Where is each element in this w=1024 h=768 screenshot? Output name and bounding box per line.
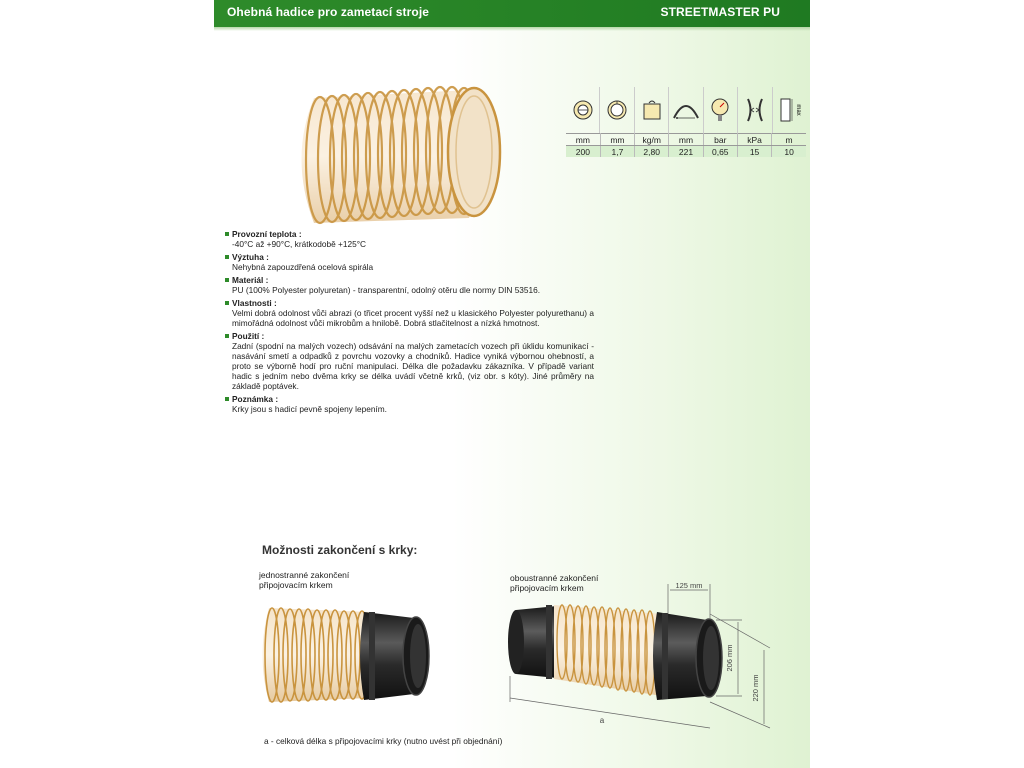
weight-icon [635,87,669,133]
max-label: max [795,104,802,116]
unit-cell: mm [566,134,600,146]
bullet-icon [225,334,229,338]
unit-cell: m [772,134,806,146]
section-reinforcement [224,252,594,272]
spec-table [566,87,806,157]
unit-cell: mm [669,134,703,146]
values-row [566,146,806,158]
value-cell: 1,7 [600,146,634,158]
section-body: Krky jsou s hadicí pevně spojeny lepením. [232,404,387,414]
section-usage [224,331,594,391]
value-cell: 0,65 [703,146,737,158]
hose-image [294,78,514,228]
single-ending-caption: jednostranné zakončení připojovacím krkem [259,570,350,590]
section-title: Použití : [232,331,265,341]
product-name: STREETMASTER PU [660,5,780,19]
product-category-title: Ohebná hadice pro zametací stroje [227,5,430,19]
units-row [566,134,806,146]
value-cell: 221 [669,146,703,158]
unit-cell: kg/m [635,134,669,146]
collar-length-label: 125 mm [675,581,703,590]
section-body: Zadní (spodní na malých vozech) odsávání na malých zametacích vozech při úklidu komunikací - nasávání smetí a odpadků z povrchu vozovky a chodníků. Hadice vyniká výbornou ohebností, a proto se výborně hodí pro ruční manipulaci. Délka dle požadavku zákazníka. V případě variant hadic s jedním nebo dvěma krky se délka uvádí včetně krků, (viz obr. s kóty). Jiné průměry na základě poptávek. [232,341,594,391]
bend-radius-icon [669,87,703,133]
outer-diameter-label: 220 mm [751,674,760,702]
section-title: Poznámka : [232,394,279,404]
footnote: a - celková délka s připojovacími krky (nutno uvést při objednání) [264,736,503,746]
value-cell: 10 [772,146,806,158]
max-length-icon [773,87,806,133]
bullet-icon [225,397,229,401]
vacuum-icon [738,87,772,133]
wall-thickness-icon [600,87,634,133]
properties-list [224,229,594,417]
section-body: PU (100% Polyester polyuretan) - transparentní, odolný otěru dle normy DIN 53516. [232,285,541,295]
single-collar-hose-image [254,598,429,710]
section-body: -40°C až +90°C, krátkodobě +125°C [232,239,367,249]
section-title: Výztuha : [232,252,269,262]
value-cell: 200 [566,146,600,158]
bullet-icon [225,301,229,305]
datasheet-page [214,0,810,768]
section-temperature [224,229,594,249]
section-body: Velmi dobrá odolnost vůči abrazi (o třicet procent vyšší než u klasického Polyester polyurethanu) a mimořádná odolnost vůči mikrobům a hnilobě. Dobrá stlačitelnost a nízká hmotnost. [232,308,594,328]
endings-title: Možnosti zakončení s krky: [262,543,418,557]
section-properties [224,298,594,328]
header-shadow [214,27,810,31]
section-title: Provozní teplota : [232,229,302,239]
spec-values-table [566,133,806,157]
unit-cell: mm [600,134,634,146]
unit-cell: kPa [737,134,771,146]
section-title: Vlastnosti : [232,298,277,308]
inner-diameter-icon [566,87,600,133]
total-length-label: a [599,716,605,725]
bullet-icon [225,232,229,236]
unit-cell: bar [703,134,737,146]
bullet-icon [225,255,229,259]
double-ending-caption: oboustranné zakončení připojovacím krkem [510,573,599,593]
section-title: Materiál : [232,275,269,285]
bullet-icon [225,278,229,282]
section-body: Nehybná zapouzdřená ocelová spirála [232,262,374,272]
value-cell: 2,80 [635,146,669,158]
header-bar [214,0,810,27]
section-material [224,275,594,295]
double-collar-hose-image [502,578,787,730]
value-cell: 15 [737,146,771,158]
pressure-gauge-icon [704,87,738,133]
inner-diameter-label: 206 mm [725,644,734,672]
section-note [224,394,594,414]
